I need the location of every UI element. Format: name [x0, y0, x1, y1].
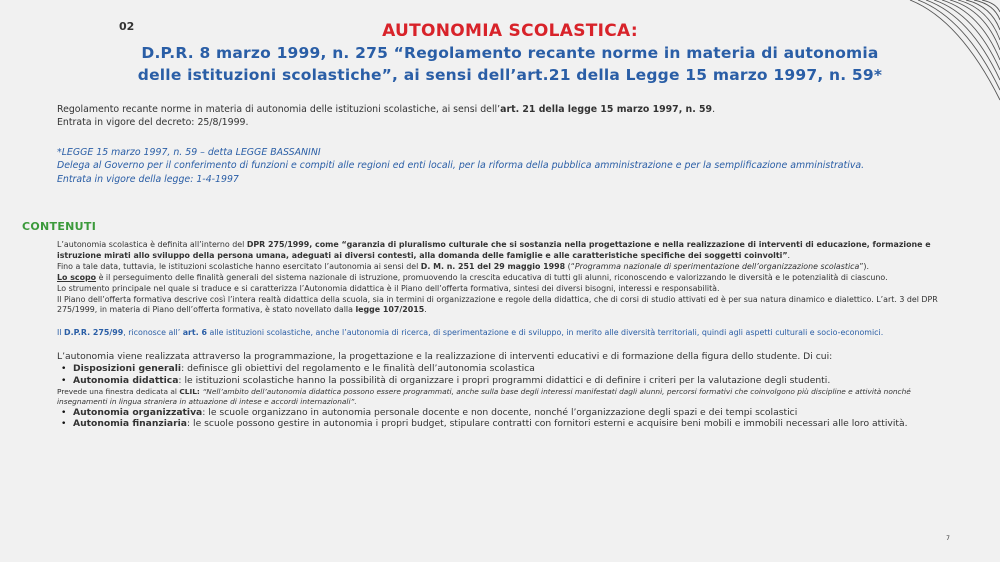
- paragraph-3: [57, 273, 942, 284]
- clil-note: [57, 387, 942, 407]
- p2-decree: D. M. n. 251 del 29 maggio 1998: [420, 261, 566, 271]
- intro-law-reference: art. 21 della legge 15 marzo 1997, n. 59: [500, 104, 713, 115]
- p2-open: (“: [565, 261, 575, 271]
- p1-definition: DPR 275/1999, come “garanzia di pluralismo culturale che si sostanzia nella progettazione e nella realizzazione di interventi di educazione, formazione e istruzione mirati allo sviluppo della persona umana, adeguati ai diversi contesti, alla domanda delle famiglie e alle caratteristiche specifiche dei soggetti coinvolti”: [57, 240, 931, 260]
- law-note-heading: *LEGGE 15 marzo 1997, n. 59 – detta LEGGE BASSANINI: [57, 147, 321, 158]
- p3-term: Lo scopo: [57, 272, 97, 282]
- section-title: CONTENUTI: [22, 220, 97, 233]
- intro-block: [57, 103, 937, 130]
- p6-text-e: alle istituzioni scolastiche, anche l’autonomia di ricerca, di sperimentazione e di sviluppo, in merito alle diversità territoriali, quindi agli aspetti culturali e socio-economici.: [206, 328, 884, 338]
- law-note-date: Entrata in vigore della legge: 1-4-1997: [57, 173, 239, 185]
- intro-line-1: [57, 103, 937, 116]
- p6-art: art. 6: [182, 328, 207, 338]
- slide-title: [100, 20, 920, 86]
- paragraph-1: [57, 240, 942, 262]
- paragraph-6: [57, 328, 942, 339]
- clil-text: Prevede una finestra dedicata al: [57, 386, 180, 396]
- list-term: Disposizioni generali: [73, 363, 182, 375]
- contents-body: [57, 240, 942, 430]
- p1-end: .: [787, 250, 791, 260]
- paragraph-2: [57, 262, 942, 273]
- intro-date: Entrata in vigore del decreto: 25/8/1999.: [57, 117, 249, 129]
- p6-dpr: D.P.R. 275/99: [64, 328, 124, 338]
- p2-program: Programma nazionale di sperimentazione dell’organizzazione scolastica: [574, 261, 860, 271]
- list-item: [73, 407, 942, 419]
- title-line-3: delle istituzioni scolastiche”, ai sensi dell’art.21 della Legge 15 marzo 1997, n. 59*: [137, 66, 883, 84]
- p6-text-a: Il: [57, 328, 65, 338]
- law-note: [57, 146, 937, 186]
- p5-text: Il Piano dell’offerta formativa descrive così l’intera realtà didattica della scuola, sia in termini di organizzazione e regole della didattica, che di corsi di studio attivati ed è per sua natura dinamico e dialettico. L’art. 3 del DPR 275/1999, in materia di Piano dell’offerta formativa, è stato novellato dalla: [57, 294, 938, 315]
- list-item: [73, 363, 942, 375]
- p2-text: Fino a tale data, tuttavia, le istituzioni scolastiche hanno esercitato l’autonomia ai sensi del: [57, 261, 421, 271]
- clil-term: CLIL:: [179, 386, 203, 396]
- list-term: Autonomia finanziaria: [73, 418, 187, 430]
- intro-text: Regolamento recante norme in materia di autonomia delle istituzioni scolastiche, ai sensi dell’: [57, 104, 501, 115]
- paragraph-5: [57, 295, 942, 317]
- title-line-2: D.P.R. 8 marzo 1999, n. 275 “Regolamento recante norme in materia di autonomia: [141, 44, 879, 62]
- list-item: [73, 418, 942, 430]
- autonomy-list-2: [57, 407, 942, 431]
- autonomy-list-1: [57, 363, 942, 387]
- p5-end: .: [424, 305, 427, 315]
- list-text: : le scuole organizzano in autonomia personale docente e non docente, nonché l’organizzazione degli spazi e dei tempi scolastici: [202, 406, 798, 418]
- p6-text-c: , riconosce all’: [123, 328, 183, 338]
- list-text: : le scuole possono gestire in autonomia i propri budget, stipulare contratti con fornitori esterni e acquisire beni mobili e immobili necessari alle loro attività.: [187, 418, 908, 430]
- list-text: : le istituzioni scolastiche hanno la possibilità di organizzare i propri programmi didattici e di definire i criteri per la valutazione degli studenti.: [178, 374, 831, 386]
- title-line-1: AUTONOMIA SCOLASTICA:: [382, 21, 638, 41]
- paragraph-7: L’autonomia viene realizzata attraverso la programmazione, la progettazione e la realizzazione di interventi educativi e di formazione della figura dello studente. Di cui:: [57, 351, 833, 363]
- p5-law: legge 107/2015: [355, 305, 425, 315]
- page-number: 7: [946, 535, 950, 542]
- p1-text: L’autonomia scolastica è definita all’interno del: [57, 240, 247, 249]
- list-term: Autonomia didattica: [73, 374, 179, 386]
- paragraph-4: Lo strumento principale nel quale si traduce e si caratterizza l’Autonomia didattica è il Piano dell’offerta formativa, sintesi dei diversi bisogni, interessi e responsabilità.: [57, 283, 720, 293]
- p2-close: ”).: [859, 261, 870, 271]
- intro-period: .: [712, 104, 716, 115]
- slide-number: 02: [119, 20, 135, 33]
- list-item: [73, 375, 942, 387]
- p3-text: è il perseguimento delle finalità generali del sistema nazionale di istruzione, promuovendo la crescita educativa di tutti gli alunni, riconoscendo e valorizzando le diversità e le potenzialità di ciascuno.: [96, 272, 888, 282]
- list-term: Autonomia organizzativa: [73, 406, 203, 418]
- clil-quote: “Nell’ambito dell’autonomia didattica possono essere programmati, anche sulla base degli interessi manifestati dagli alunni, percorsi formativi che coinvolgono più discipline e attività nonché insegnamenti in lingua straniera in attuazione di intese e accordi internazionali”.: [57, 386, 911, 406]
- law-note-text: Delega al Governo per il conferimento di funzioni e compiti alle regioni ed enti locali, per la riforma della pubblica amministrazione e per la semplificazione amministrativa.: [57, 160, 865, 172]
- list-text: : definisce gli obiettivi del regolamento e le finalità dell’autonomia scolastica: [181, 363, 535, 375]
